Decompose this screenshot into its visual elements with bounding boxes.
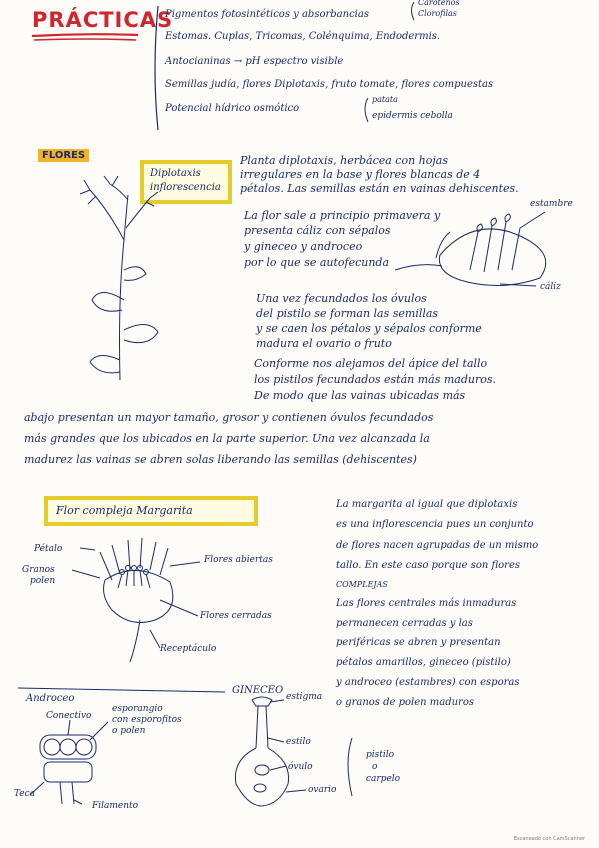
brace-item: Clorofilas xyxy=(418,9,457,18)
androceo-heading: Androceo xyxy=(26,693,75,704)
flores-text-line: Planta diplotaxis, herbácea con hojas xyxy=(240,154,448,167)
label-teca: Teca xyxy=(14,789,36,799)
label-carpelo: carpelo xyxy=(366,774,401,784)
top-list-item: Semillas judía, flores Diplotaxis, fruto tomate, flores compuestas xyxy=(165,79,494,90)
flores-text-line: Conforme nos alejamos del ápice del tallo xyxy=(254,357,488,370)
flores-text-line: abajo presentan un mayor tamaño, grosor y contienen óvulos fecundados xyxy=(24,411,434,424)
label-pistilo: pistilo xyxy=(366,750,395,760)
flores-text-line: Una vez fecundados los óvulos xyxy=(256,292,427,305)
brace-item: Carotenos xyxy=(418,0,460,7)
flores-text-line: del pistilo se forman las semillas xyxy=(256,307,439,320)
top-list-item: Antocianinas → pH espectro visible xyxy=(165,56,344,67)
margarita-text-line: permanecen cerradas y las xyxy=(336,618,473,629)
label-esporangio: esporangio xyxy=(112,704,163,714)
margarita-text-line: de flores nacen agrupadas de un mismo xyxy=(336,540,539,551)
margarita-text-line: La margarita al igual que diplotaxis xyxy=(336,499,518,510)
flores-text-line: y se caen los pétalos y sépalos conforme xyxy=(256,322,482,335)
margarita-text-line: pétalos amarillos, gineceo (pistilo) xyxy=(336,657,511,668)
label-receptaculo: Receptáculo xyxy=(160,644,217,654)
flores-text-line: madura el ovario o fruto xyxy=(256,337,392,350)
margarita-text-line: es una inflorescencia pues un conjunto xyxy=(336,519,534,530)
brace-item: epidermis cebolla xyxy=(372,111,453,121)
label-ovulo: óvulo xyxy=(288,762,313,772)
label-flores-abiertas: Flores abiertas xyxy=(204,555,273,565)
flores-text-line: y gineceo y androceo xyxy=(244,240,363,253)
label-esporangio: con esporofitos xyxy=(112,715,182,725)
flores-text-line: los pistilos fecundados están más maduros. xyxy=(254,373,497,386)
scanner-watermark: Escaneado con CamScanner xyxy=(513,836,585,842)
top-list-item: Estomas. Cuplas, Tricomas, Colénquima, Endodermis. xyxy=(165,31,441,42)
label-pistilo-o: o xyxy=(372,762,378,772)
label-filamento: Filamento xyxy=(92,801,139,811)
margarita-text-line: o granos de polen maduros xyxy=(336,697,474,708)
brace-item: patata xyxy=(372,95,398,104)
flores-heading-text: FLORES xyxy=(38,149,89,162)
label-petalo: Pétalo xyxy=(34,544,63,554)
margarita-text-line: Las flores centrales más inmaduras xyxy=(336,598,517,609)
flores-text-line: De modo que las vainas ubicadas más xyxy=(254,389,466,402)
label-estigma: estigma xyxy=(286,692,323,702)
margarita-text-line: periféricas se abren y presentan xyxy=(336,637,501,648)
label-conectivo: Conectivo xyxy=(46,711,92,721)
margarita-heading: Flor compleja Margarita xyxy=(56,504,193,517)
margarita-text-line: tallo. En este caso porque son flores xyxy=(336,560,520,571)
gineceo-heading: GINECEO xyxy=(232,685,284,696)
label-granos: Granos xyxy=(22,565,55,575)
margarita-text-line: COMPLEJAS xyxy=(336,580,388,589)
box-label-line: inflorescencia xyxy=(150,182,221,193)
box-label-line: Diplotaxis xyxy=(150,168,201,179)
flores-text-line: presenta cáliz con sépalos xyxy=(244,224,391,237)
label-flores-cerradas: Flores cerradas xyxy=(200,611,272,621)
label-ovario: ovario xyxy=(308,785,337,795)
top-list-item: Potencial hídrico osmótico xyxy=(165,103,300,114)
page-title: PRÁCTICAS xyxy=(32,8,174,32)
label-estilo: estilo xyxy=(286,737,311,747)
flores-text-line: pétalos. Las semillas están en vainas dehiscentes. xyxy=(240,182,519,195)
flores-text-line: irregulares en la base y flores blancas de 4 xyxy=(240,168,481,181)
flores-text-line: más grandes que los ubicados en la parte superior. Una vez alcanzada la xyxy=(24,432,430,445)
flores-text-line: La flor sale a principio primavera y xyxy=(244,209,441,222)
label-esporangio: o polen xyxy=(112,726,146,736)
label-estambre: estambre xyxy=(530,199,573,209)
top-list-item: Pigmentos fotosintéticos y absorbancias xyxy=(165,9,369,20)
margarita-text-line: y androceo (estambres) con esporas xyxy=(336,677,520,688)
flores-text-line: madurez las vainas se abren solas liberando las semillas (dehiscentes) xyxy=(24,453,417,466)
flores-text-line: por lo que se autofecunda xyxy=(244,256,390,269)
label-polen: polen xyxy=(30,576,56,586)
label-caliz: cáliz xyxy=(540,282,561,292)
